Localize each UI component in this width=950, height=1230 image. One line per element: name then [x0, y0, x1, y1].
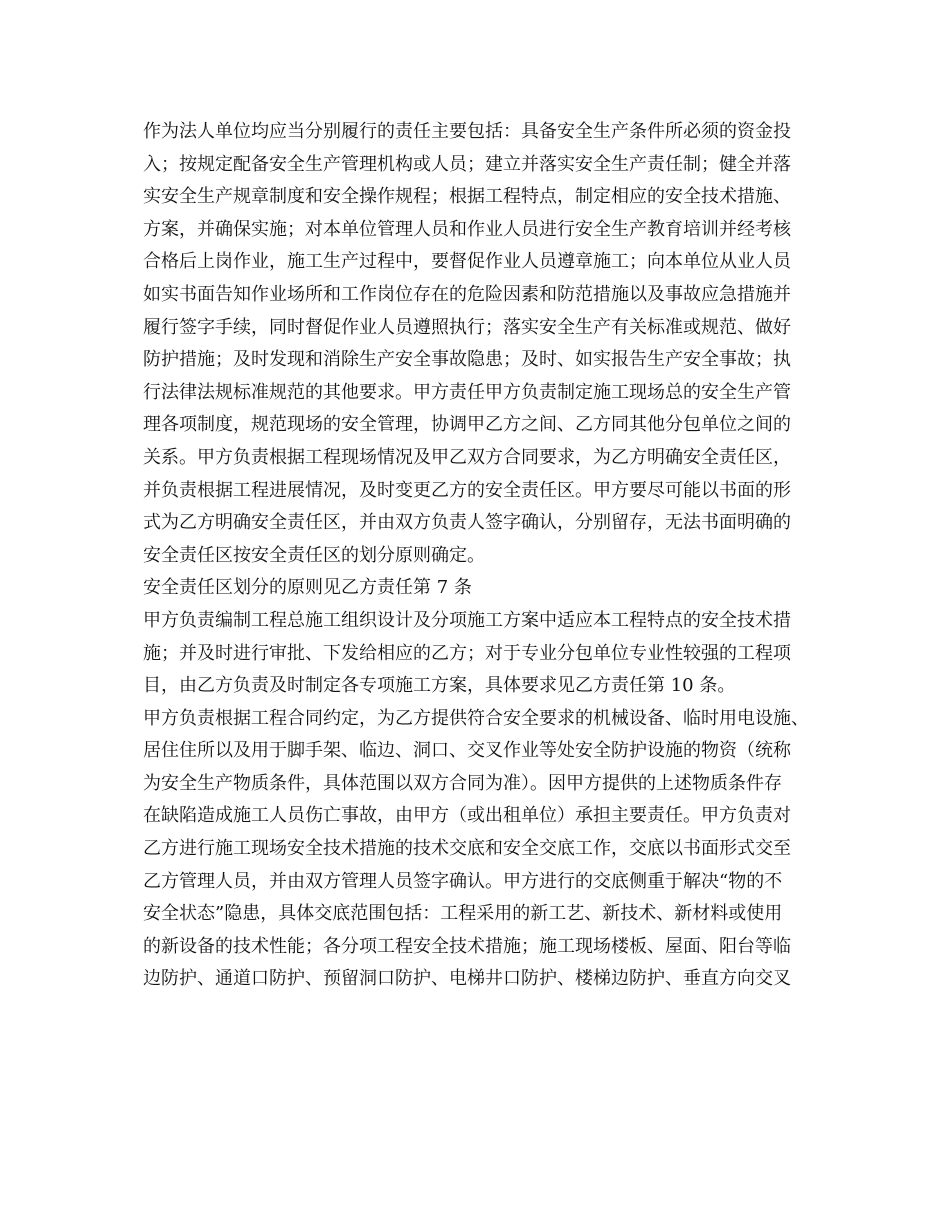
body-text [143, 116, 813, 996]
text-line: 如实书面告知作业场所和工作岗位存在的危险因素和防范措施以及事故应急措施并 [143, 283, 791, 305]
text-line: 居住住所以及用于脚手架、临边、洞口、交叉作业等处安全防护设施的物资（统称 [143, 740, 791, 762]
text-line: 作为法人单位均应当分别履行的责任主要包括：具备安全生产条件所必须的资金投 [143, 121, 791, 142]
text-line: 的新设备的技术性能；各分项工程安全技术措施；施工现场楼板、屋面、阳台等临 [143, 935, 791, 957]
text-line: 式为乙方明确安全责任区，并由双方负责人签字确认，分别留存，无法书面明确的 [143, 512, 791, 534]
text-line: 安全责任区按安全责任区的划分原则确定。 [143, 544, 485, 566]
text-line: 安全状态”隐患，具体交底范围包括：工程采用的新工艺、新技术、新材料或使用 [143, 903, 783, 925]
text-line: 理各项制度，规范现场的安全管理，协调甲乙方之间、乙方同其他分包单位之间的 [143, 414, 791, 436]
text-line: 实安全生产规章制度和安全操作规程；根据工程特点，制定相应的安全技术措施、 [143, 186, 791, 208]
text-line: 乙方管理人员，并由双方管理人员签字确认。甲方进行的交底侧重于解决“物的不 [143, 870, 783, 892]
text-line: 在缺陷造成施工人员伤亡事故，由甲方（或出租单位）承担主要责任。甲方负责对 [143, 805, 791, 827]
text-line: 履行签字手续，同时督促作业人员遵照执行；落实安全生产有关标准或规范、做好 [143, 316, 791, 338]
text-line: 并负责根据工程进展情况，及时变更乙方的安全责任区。甲方要尽可能以书面的形 [143, 479, 791, 501]
text-line: 边防护、通道口防护、预留洞口防护、电梯井口防护、楼梯边防护、垂直方向交叉 [143, 968, 791, 990]
text-line: 入；按规定配备安全生产管理机构或人员；建立并落实安全生产责任制；健全并落 [143, 153, 791, 175]
text-line: 目，由乙方负责及时制定各专项施工方案，具体要求见乙方责任第 10 条。 [143, 675, 736, 697]
text-line: 为安全生产物质条件，具体范围以双方合同为准）。因甲方提供的上述物质条件存 [143, 772, 782, 794]
text-line: 甲方负责根据工程合同约定，为乙方提供符合安全要求的机械设备、临时用电设施、 [143, 707, 809, 729]
text-line: 乙方进行施工现场安全技术措施的技术交底和安全交底工作，交底以书面形式交至 [143, 838, 791, 860]
text-line: 关系。甲方负责根据工程现场情况及甲乙双方合同要求，为乙方明确安全责任区， [143, 446, 791, 468]
text-line: 甲方负责编制工程总施工组织设计及分项施工方案中适应本工程特点的安全技术措 [143, 609, 791, 631]
text-line: 防护措施；及时发现和消除生产安全事故隐患；及时、如实报告生产安全事故；执 [143, 349, 791, 371]
text-line: 方案，并确保实施；对本单位管理人员和作业人员进行安全生产教育培训并经考核 [143, 218, 791, 240]
text-line: 安全责任区划分的原则见乙方责任第 7 条 [143, 577, 472, 599]
text-line: 施；并及时进行审批、下发给相应的乙方；对于专业分包单位专业性较强的工程项 [143, 642, 791, 664]
text-line: 合格后上岗作业，施工生产过程中，要督促作业人员遵章施工；向本单位从业人员 [143, 251, 791, 273]
text-line: 行法律法规标准规范的其他要求。甲方责任甲方负责制定施工现场总的安全生产管 [143, 381, 791, 403]
